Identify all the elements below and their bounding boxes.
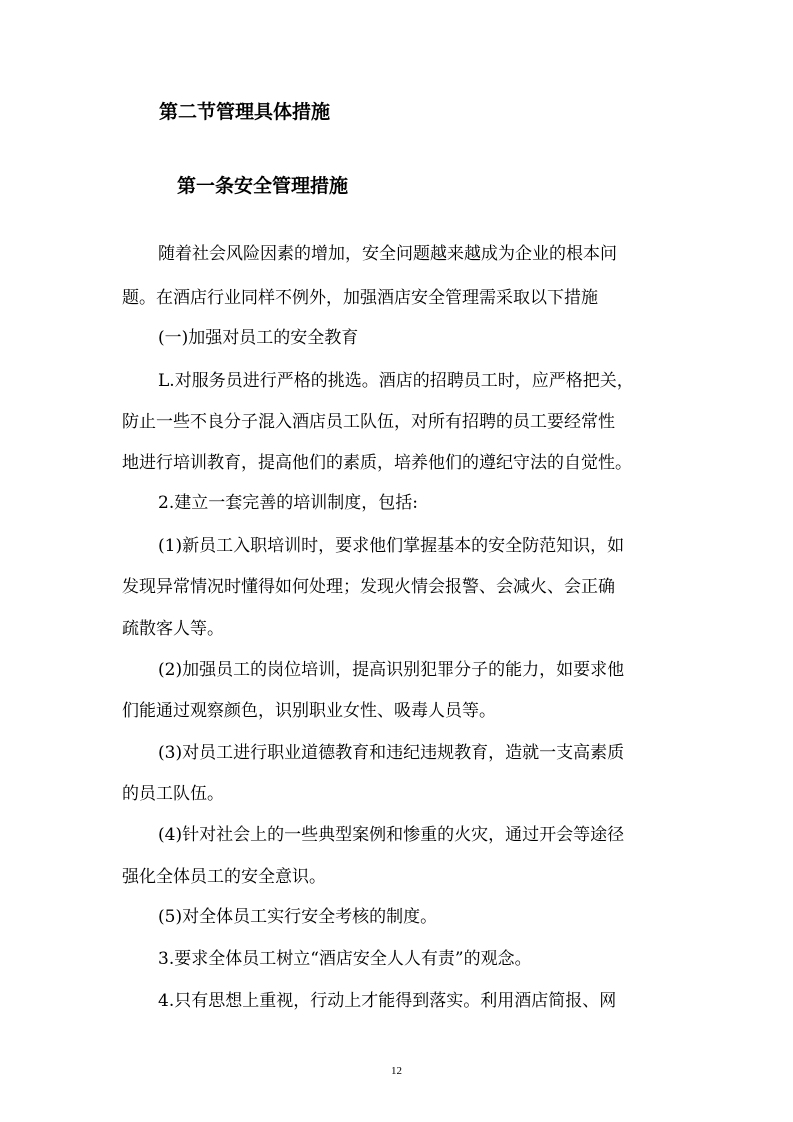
paragraph-line: 强化全体员工的安全意识。 bbox=[122, 867, 326, 887]
paragraph-line: 们能通过观察颜色，识别职业女性、吸毒人员等。 bbox=[122, 701, 496, 721]
article-title: 第一条安全管理措施 bbox=[177, 175, 349, 197]
paragraph-line: (1)新员工入职培训时，要求他们掌握基本的安全防范知识，如 bbox=[158, 536, 625, 556]
paragraph-line: 3.要求全体员工树立“酒店安全人人有责”的观念。 bbox=[158, 949, 532, 969]
section-title: 第二节管理具体措施 bbox=[159, 101, 331, 123]
page-number: 12 bbox=[391, 1065, 402, 1077]
paragraph-line: 2.建立一套完善的培训制度，包括: bbox=[158, 493, 418, 513]
paragraph-line: (3)对员工进行职业道德教育和违纪违规教育，造就一支高素质 bbox=[158, 743, 625, 763]
paragraph-line: (5)对全体员工实行安全考核的制度。 bbox=[158, 907, 438, 927]
paragraph-line: 4.只有思想上重视，行动上才能得到落实。利用酒店简报、网 bbox=[158, 991, 617, 1011]
paragraph-line: 随着社会风险因素的增加，安全问题越来越成为企业的根本问 bbox=[158, 244, 617, 264]
paragraph-line: (一)加强对员工的安全教育 bbox=[158, 328, 359, 348]
paragraph-line: 题。在酒店行业同样不例外，加强酒店安全管理需采取以下措施 bbox=[122, 288, 598, 308]
paragraph-line: 发现异常情况时懂得如何处理；发现火情会报警、会减火、会正确 bbox=[122, 577, 615, 597]
paragraph-line: 防止一些不良分子混入酒店员工队伍，对所有招聘的员工要经常性 bbox=[122, 412, 615, 432]
paragraph-line: 疏散客人等。 bbox=[122, 619, 224, 639]
paragraph-line: (2)加强员工的岗位培训，提高识别犯罪分子的能力，如要求他 bbox=[158, 660, 625, 680]
paragraph-line: L.对服务员进行严格的挑选。酒店的招聘员工时，应严格把关， bbox=[158, 371, 634, 391]
paragraph-line: 的员工队伍。 bbox=[122, 784, 224, 804]
paragraph-line: (4)针对社会上的一些典型案例和惨重的火灾，通过开会等途径 bbox=[158, 825, 625, 845]
paragraph-line: 地进行培训教育，提高他们的素质，培养他们的遵纪守法的自觉性。 bbox=[122, 453, 632, 473]
